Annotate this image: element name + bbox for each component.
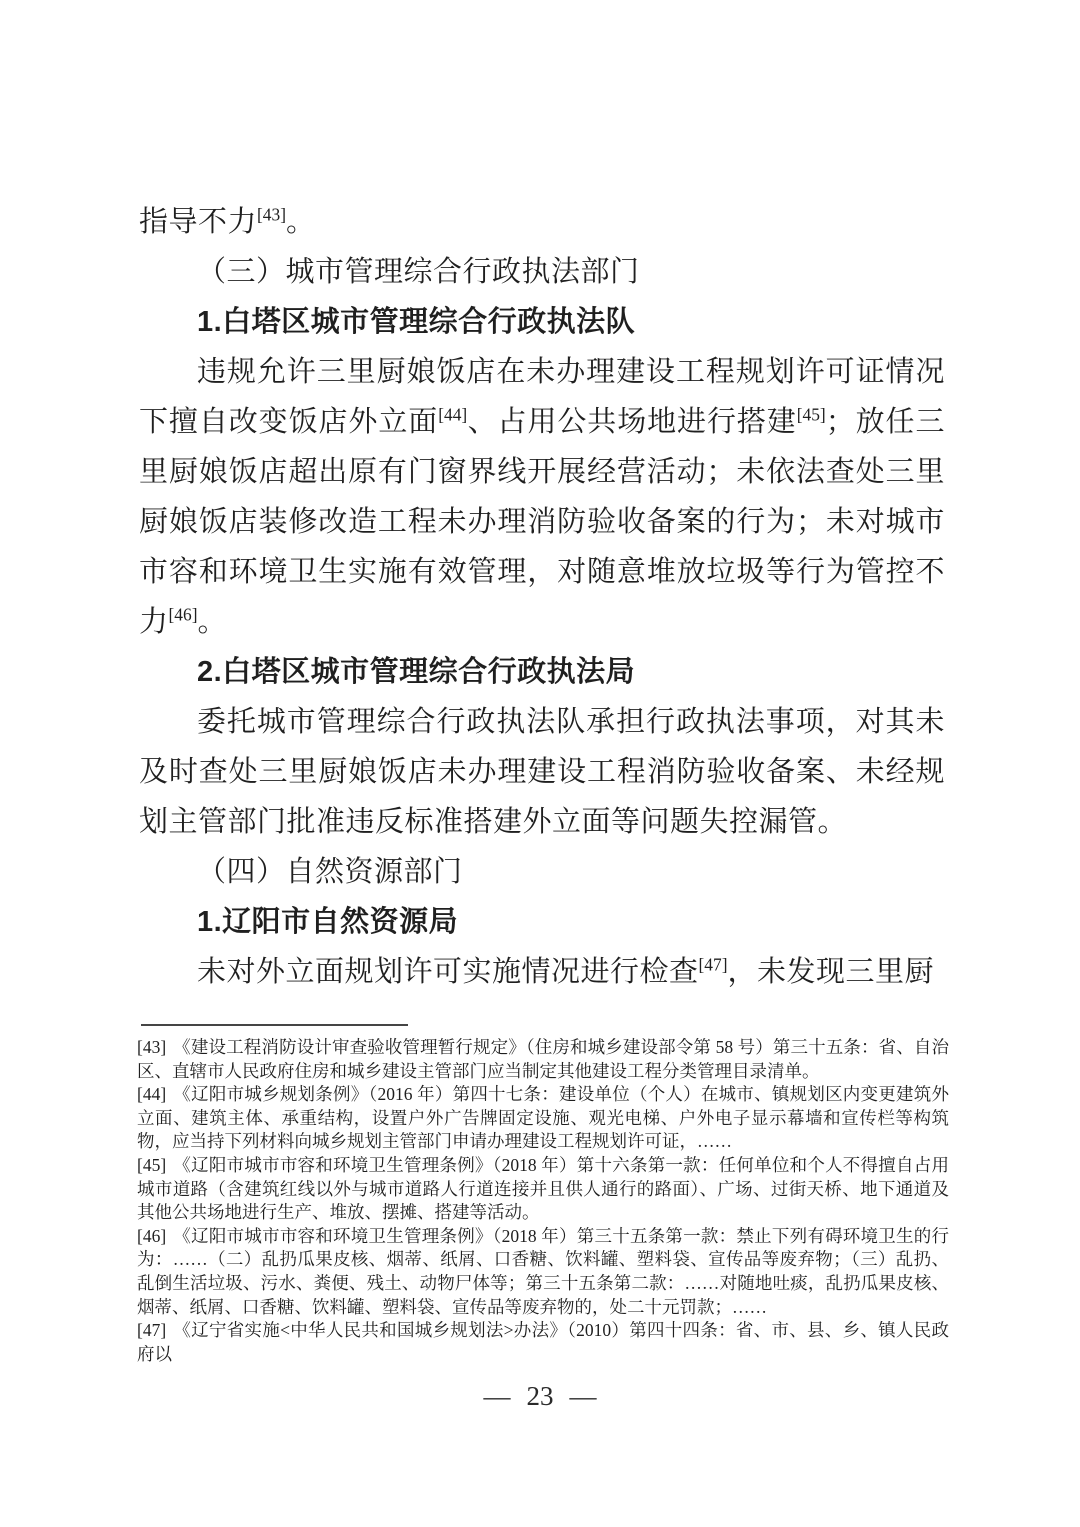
footnote-marker: [47]: [137, 1320, 167, 1341]
body-paragraph: [139, 197, 945, 247]
text-run: （四）自然资源部门: [197, 856, 463, 888]
footnote-text: 《辽宁省实施<中华人民共和国城乡规划法>办法》（2010）第四十四条：省、市、县、乡、镇人民政府以: [137, 1320, 949, 1364]
text-run: ，未发现三里厨: [727, 956, 935, 988]
footnote-text: 《建设工程消防设计审查验收管理暂行规定》（住房和城乡建设部令第 58 号）第三十五条：省、自治区、直辖市人民政府住房和城乡建设主管部门应当制定其他建设工程分类管理目录清单。: [137, 1037, 949, 1081]
section-heading: [139, 897, 945, 947]
footnote-ref: [44]: [438, 404, 468, 425]
body-paragraph: [139, 697, 945, 847]
text-run: 、占用公共场地进行搭建: [467, 406, 797, 438]
footnote-ref: [46]: [168, 604, 198, 625]
text-run: 委托城市管理综合行政执法队承担行政执法事项，对其未及时查处三里厨娘饭店未办理建设工程消防验收备案、未经规划主管部门批准违反标准搭建外立面等问题失控漏管。: [139, 706, 945, 838]
section-heading: [139, 247, 945, 297]
footnote-ref: [45]: [796, 404, 826, 425]
text-run: 指导不力: [139, 206, 258, 238]
footnote-marker: [46]: [137, 1225, 167, 1246]
section-heading: [139, 647, 945, 697]
text-run: 。: [197, 606, 228, 638]
text-run: 1.辽阳市自然资源局: [197, 906, 459, 938]
footnote-marker: [43]: [137, 1037, 167, 1057]
footnote-marker: [44]: [137, 1084, 167, 1105]
footnote-text: 《辽阳市城市市容和环境卫生管理条例》（2018 年）第三十五条第一款：禁止下列有碍环境卫生的行为：……（二）乱扔瓜果皮核、烟蒂、纸屑、口香糖、饮料罐、塑料袋、宣传品等废弃物；（三）乱扔、乱倒生活垃圾、污水、粪便、残土、动物尸体等；第三十五条第二款：……对随地吐痰，乱扔瓜果皮核、烟蒂、纸屑、口香糖、饮料罐、塑料袋、宣传品等废弃物的，处二十元罚款；……: [137, 1225, 949, 1317]
footnote-divider: [141, 1024, 408, 1026]
body-paragraph: [139, 347, 945, 647]
body-paragraph: [139, 947, 945, 997]
footnote-ref: [43]: [257, 204, 286, 225]
footnote-marker: [45]: [137, 1154, 167, 1175]
page-number: [0, 1381, 1080, 1412]
text-run: 2.白塔区城市管理综合行政执法局: [197, 656, 636, 688]
page-number-value: 23: [526, 1381, 554, 1411]
footnote-text: 《辽阳市城市市容和环境卫生管理条例》（2018 年）第十六条第一款：任何单位和个人不得擅自占用城市道路（含建筑红线以外与城市道路人行道连接并且供人通行的路面）、广场、过街天桥、地下通道及其他公共场地进行生产、堆放、摆摊、搭建等活动。: [137, 1154, 949, 1223]
page-number-dash-left: —: [483, 1381, 511, 1411]
page-number-dash-right: —: [569, 1381, 597, 1411]
text-run: 违规允许三里厨娘饭店在未办理建设工程规划许可证情况下擅自改变饭店外立面: [139, 356, 945, 438]
footnote-ref: [47]: [698, 954, 728, 975]
section-heading: [139, 847, 945, 897]
footnote-item: [137, 1225, 949, 1319]
footnote-item: [137, 1083, 949, 1154]
text-run: 。: [286, 206, 316, 238]
footnote-item: [137, 1319, 949, 1366]
text-run: 未对外立面规划许可实施情况进行检查: [197, 956, 699, 988]
footnote-item: [137, 1036, 949, 1083]
body-text: [139, 197, 945, 1009]
text-run: 1.白塔区城市管理综合行政执法队: [197, 306, 636, 338]
section-heading: [139, 297, 945, 347]
footnotes: [137, 1036, 949, 1366]
text-run: ；放任三里厨娘饭店超出原有门窗界线开展经营活动；未依法查处三里厨娘饭店装修改造工程未办理消防验收备案的行为；未对城市市容和环境卫生实施有效管理，对随意堆放垃圾等行为管控不力: [139, 406, 945, 638]
text-run: （三）城市管理综合行政执法部门: [197, 256, 640, 288]
footnote-item: [137, 1154, 949, 1225]
footnote-text: 《辽阳市城乡规划条例》（2016 年）第四十七条：建设单位（个人）在城市、镇规划区内变更建筑外立面、建筑主体、承重结构，设置户外广告牌固定设施、观光电梯、户外电子显示幕墙和宣传栏等构筑物，应当持下列材料向城乡规划主管部门申请办理建设工程规划许可证，……: [137, 1084, 949, 1152]
